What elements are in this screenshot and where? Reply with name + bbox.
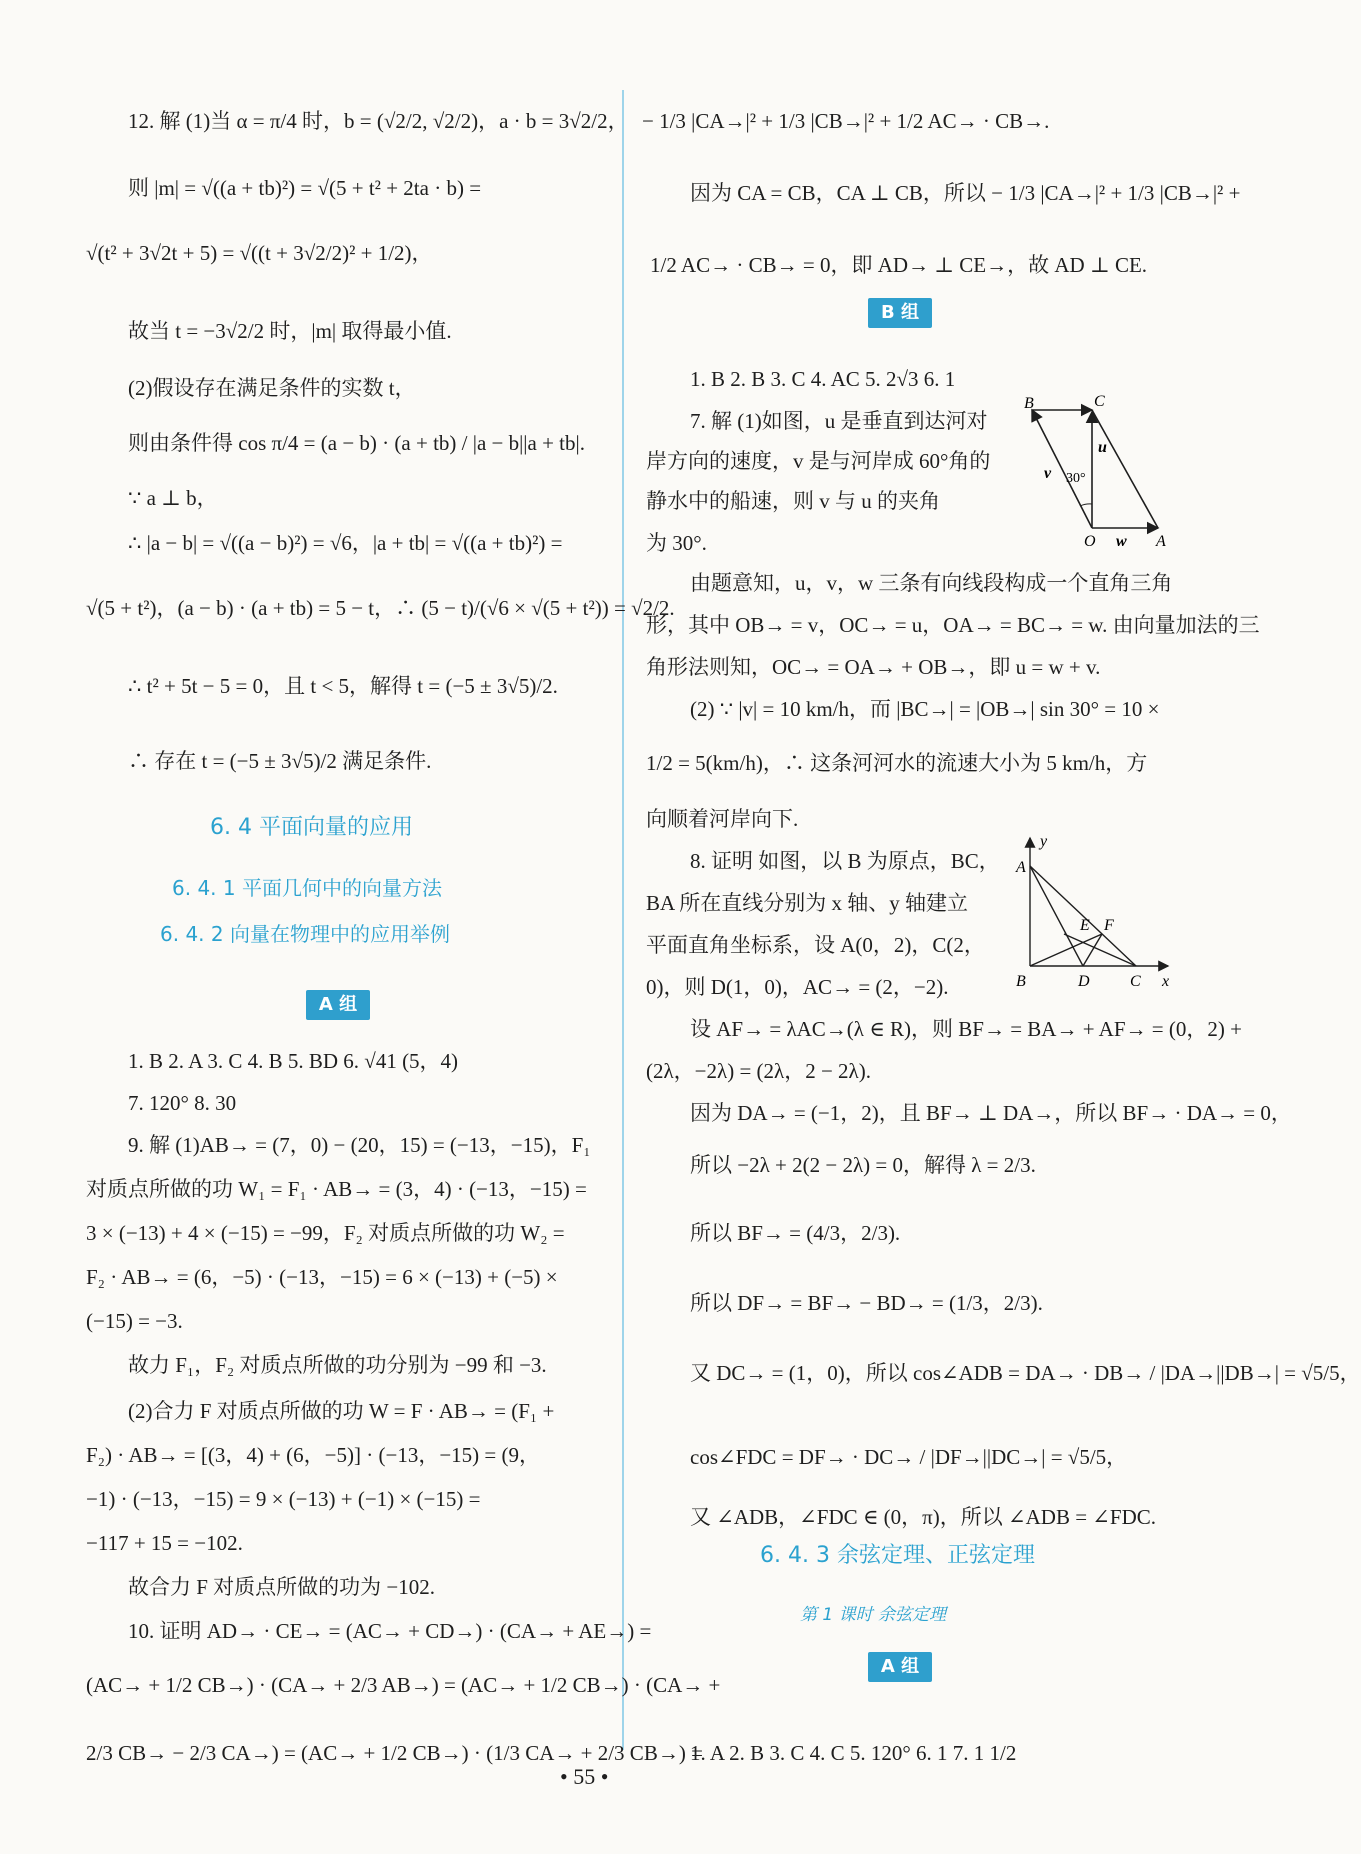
right-line: 设 AF→ = λAC→(λ ∈ R)，则 BF→ = BA→ + AF→ = (0，2) + — [690, 1017, 1242, 1041]
figure-river-vectors — [1010, 390, 1170, 550]
right-line: 所以 DF→ = BF→ − BD→ = (1/3，2/3). — [690, 1291, 1043, 1315]
right-line: 又 ∠ADB，∠FDC ∈ (0，π)，所以 ∠ADB = ∠FDC. — [690, 1505, 1156, 1529]
fig8-label-c: C — [1130, 973, 1141, 990]
right-line: 因为 DA→ = (−1，2)，且 BF→ ⊥ DA→，所以 BF→ · DA→ = 0， — [690, 1101, 1292, 1125]
left-line: 2/3 CB→ − 2/3 CA→) = (AC→ + 1/2 CB→) · (1/3 CA→ + 2/3 CB→) = — [86, 1741, 703, 1765]
left-line: 故力 F₁，F₂ 对质点所做的功分别为 −99 和 −3. — [128, 1353, 547, 1377]
fig7-angle-label: 30° — [1066, 471, 1086, 486]
right-line: (2) ∵ |v| = 10 km/h，而 |BC→| = |OB→| sin 30° = 10 × — [690, 697, 1160, 721]
right-line: BA 所在直线分别为 x 轴、y 轴建立 — [646, 891, 969, 915]
fig7-label-c: C — [1094, 393, 1105, 410]
right-line: cos∠FDC = DF→ · DC→ / |DF→||DC→| = √5/5， — [690, 1445, 1128, 1469]
left-line: 3 × (−13) + 4 × (−15) = −99，F₂ 对质点所做的功 W₂ = — [86, 1221, 565, 1245]
fig7-label-v: v — [1044, 465, 1052, 482]
fig8-label-d: D — [1078, 973, 1090, 990]
left-line: −1) · (−13，−15) = 9 × (−13) + (−1) × (−15) = — [86, 1487, 481, 1511]
right-line: 向顺着河岸向下. — [646, 807, 799, 831]
left-line: ∴ t² + 5t − 5 = 0，且 t < 5，解得 t = (−5 ± 3√5)/2. — [128, 674, 558, 698]
fig8-label-f: F — [1104, 917, 1114, 934]
right-line: 1. A 2. B 3. C 4. C 5. 120° 6. 1 7. 1 1/2 — [690, 1741, 1017, 1765]
right-line: 平面直角坐标系，设 A(0，2)，C(2， — [646, 933, 985, 957]
lesson-heading: 第 1 课时 余弦定理 — [800, 1605, 947, 1625]
right-line: 又 DC→ = (1，0)，所以 cos∠ADB = DA→ · DB→ / |DA→||DB→| = √5/5， — [690, 1361, 1361, 1385]
right-line: (2λ，−2λ) = (2λ，2 − 2λ). — [646, 1059, 871, 1083]
right-line: 0)，则 D(1，0)，AC→ = (2，−2). — [646, 975, 949, 999]
fig7-label-b: B — [1024, 395, 1034, 412]
left-line: 7. 120° 8. 30 — [128, 1091, 237, 1115]
fig7-label-u: u — [1098, 439, 1107, 456]
left-line: 12. 解 (1)当 α = π/4 时，b = (√2/2, √2/2)，a · b = 3√2/2， — [128, 109, 629, 133]
right-line: 1/2 = 5(km/h)，∴ 这条河河水的流速大小为 5 km/h，方 — [646, 751, 1148, 775]
right-line: 岸方向的速度，v 是与河岸成 60°角的 — [646, 449, 991, 473]
left-line: 1. B 2. A 3. C 4. B 5. BD 6. √41 (5，4) — [128, 1049, 459, 1073]
left-line: ∴ 存在 t = (−5 ± 3√5)/2 满足条件. — [128, 749, 432, 773]
section-heading-6-4: 6. 4 平面向量的应用 — [210, 815, 413, 840]
group-b-badge: B 组 — [868, 298, 932, 328]
right-line: 由题意知，u，v，w 三条有向线段构成一个直角三角 — [690, 571, 1173, 595]
left-line: (2)假设存在满足条件的实数 t， — [128, 376, 416, 400]
right-line: 所以 BF→ = (4/3，2/3). — [690, 1221, 901, 1245]
left-line: 则 |m| = √((a + tb)²) = √(5 + t² + 2ta · b) = — [128, 176, 482, 200]
right-line: − 1/3 |CA→|² + 1/3 |CB→|² + 1/2 AC→ · CB→. — [642, 109, 1050, 133]
page-number: • 55 • — [560, 1764, 609, 1789]
left-line: (−15) = −3. — [86, 1309, 183, 1333]
subsection-heading-6-4-2: 6. 4. 2 向量在物理中的应用举例 — [160, 922, 450, 946]
left-line: −117 + 15 = −102. — [86, 1531, 243, 1555]
fig7-label-o: O — [1084, 533, 1096, 550]
fig8-label-y: y — [1040, 833, 1048, 850]
left-line: 对质点所做的功 W₁ = F₁ · AB→ = (3，4) · (−13，−15) = — [86, 1177, 587, 1201]
fig8-label-x: x — [1162, 973, 1170, 990]
left-line: √(5 + t²)，(a − b) · (a + tb) = 5 − t，∴ (5 − t)/(√6 × √(5 + t²)) = √2/2. — [86, 596, 675, 620]
right-line: 形，其中 OB→ = v，OC→ = u，OA→ = BC→ = w. 由向量加法的三 — [646, 613, 1260, 637]
column-divider — [622, 90, 624, 1750]
fig8-label-b: B — [1016, 973, 1026, 990]
fig7-label-w: w — [1116, 533, 1127, 550]
right-line: 所以 −2λ + 2(2 − 2λ) = 0，解得 λ = 2/3. — [690, 1153, 1036, 1177]
right-line: 1/2 AC→ · CB→ = 0，即 AD→ ⊥ CE→，故 AD ⊥ CE. — [650, 253, 1148, 277]
left-line: F₂ · AB→ = (6，−5) · (−13，−15) = 6 × (−13) + (−5) × — [86, 1265, 558, 1289]
right-line: 8. 证明 如图，以 B 为原点，BC， — [690, 849, 1000, 873]
left-line: 故合力 F 对质点所做的功为 −102. — [128, 1575, 436, 1599]
figure-coordinate-triangle — [1008, 830, 1178, 990]
subsection-heading-6-4-1: 6. 4. 1 平面几何中的向量方法 — [172, 876, 442, 900]
left-line: ∴ |a − b| = √((a − b)²) = √6，|a + tb| = √((a + tb)²) = — [128, 531, 563, 555]
left-line: 则由条件得 cos π/4 = (a − b) · (a + tb) / |a − b||a + tb|. — [128, 431, 585, 455]
left-line: F₂) · AB→ = [(3，4) + (6，−5)] · (−13，−15) = (9， — [86, 1443, 540, 1467]
fig8-label-a: A — [1016, 859, 1026, 876]
right-line: 7. 解 (1)如图，u 是垂直到达河对 — [690, 409, 988, 433]
left-line: 9. 解 (1)AB→ = (7，0) − (20，15) = (−13，−15)，F₁ — [128, 1133, 591, 1157]
left-line: (2)合力 F 对质点所做的功 W = F · AB→ = (F₁ + — [128, 1399, 555, 1423]
group-a-badge-left: A 组 — [306, 990, 370, 1020]
fig8-label-e: E — [1080, 917, 1090, 934]
left-line: (AC→ + 1/2 CB→) · (CA→ + 2/3 AB→) = (AC→ + 1/2 CB→) · (CA→ + — [86, 1673, 721, 1697]
right-line: 角形法则知，OC→ = OA→ + OB→，即 u = w + v. — [646, 655, 1101, 679]
group-a-badge-right: A 组 — [868, 1652, 932, 1682]
fig7-label-a: A — [1156, 533, 1166, 550]
right-line: 静水中的船速，则 v 与 u 的夹角 — [646, 489, 940, 513]
right-line: 1. B 2. B 3. C 4. AC 5. 2√3 6. 1 — [690, 367, 956, 391]
left-line: 故当 t = −3√2/2 时，|m| 取得最小值. — [128, 319, 452, 343]
right-line: 为 30°. — [646, 531, 707, 555]
left-line: √(t² + 3√2t + 5) = √((t + 3√2/2)² + 1/2)， — [86, 241, 433, 265]
left-line: 10. 证明 AD→ · CE→ = (AC→ + CD→) · (CA→ + AE→) = — [128, 1619, 652, 1643]
section-heading-6-4-3: 6. 4. 3 余弦定理、正弦定理 — [760, 1543, 1035, 1568]
right-line: 因为 CA = CB，CA ⊥ CB，所以 − 1/3 |CA→|² + 1/3 |CB→|² + — [690, 181, 1241, 205]
left-line: ∵ a ⊥ b， — [128, 486, 218, 510]
